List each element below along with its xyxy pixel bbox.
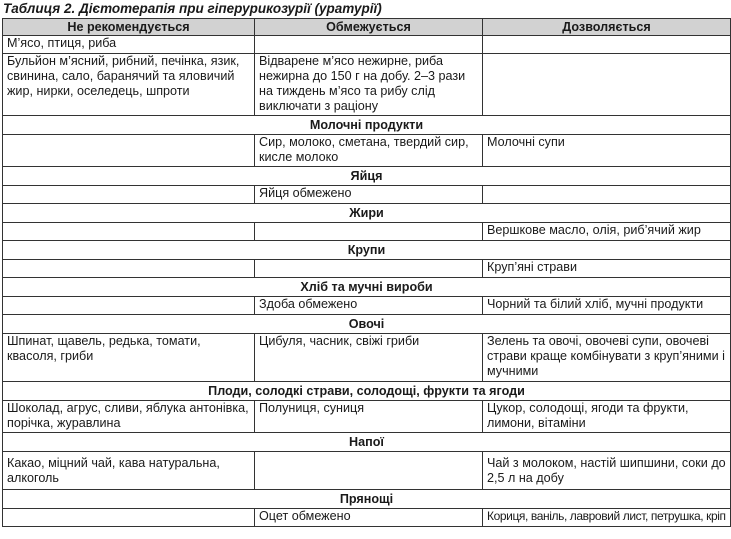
- section-row: [3, 490, 731, 509]
- cell-not-recommended: Шоколад, агрус, сливи, яблука антонівка, порічка, журавлина: [3, 401, 255, 433]
- table-header-row: [3, 19, 731, 36]
- section-label: Крупи: [3, 241, 731, 260]
- section-row: [3, 204, 731, 223]
- cell-allowed: Вершкове масло, олія, риб’ячий жир: [483, 223, 731, 241]
- diet-table: [2, 18, 731, 527]
- section-label: Яйця: [3, 167, 731, 186]
- section-row: [3, 382, 731, 401]
- cell-allowed: Молочні супи: [483, 135, 731, 167]
- cell-not-recommended: [3, 186, 255, 204]
- table-row: [3, 401, 731, 433]
- cell-limited: Яйця обмежено: [255, 186, 483, 204]
- cell-not-recommended: [3, 509, 255, 527]
- cell-not-recommended: Какао, міцний чай, кава натуральна, алкоголь: [3, 452, 255, 490]
- section-row: [3, 278, 731, 297]
- cell-not-recommended: [3, 297, 255, 315]
- section-row: [3, 315, 731, 334]
- cell-allowed: Чай з молоком, настій шипшини, соки до 2,5 л на добу: [483, 452, 731, 490]
- table-row: [3, 223, 731, 241]
- column-header-not-recommended: Не рекомендується: [3, 19, 255, 36]
- table-row: [3, 36, 731, 54]
- column-header-limited: Обмежується: [255, 19, 483, 36]
- cell-not-recommended: Бульйон м’ясний, рибний, печінка, язик, свинина, сало, баранячий та яловичий жир, нирки, оселедець, шпроти: [3, 54, 255, 116]
- cell-not-recommended: Шпинат, щавель, редька, томати, квасоля, гриби: [3, 334, 255, 382]
- cell-allowed: Чорний та білий хліб, мучні продукти: [483, 297, 731, 315]
- table-row: [3, 334, 731, 382]
- section-row: [3, 433, 731, 452]
- cell-not-recommended: [3, 223, 255, 241]
- cell-limited: Цибуля, часник, свіжі гриби: [255, 334, 483, 382]
- table-row: [3, 509, 731, 527]
- section-label: Жири: [3, 204, 731, 223]
- section-label: Прянощі: [3, 490, 731, 509]
- cell-limited: [255, 452, 483, 490]
- cell-allowed: [483, 36, 731, 54]
- table-title: Таблиця 2. Дієтотерапія при гіперурикозурії (уратурії): [3, 1, 382, 16]
- table-row: [3, 54, 731, 116]
- cell-limited: Здоба обмежено: [255, 297, 483, 315]
- table-row: [3, 186, 731, 204]
- cell-limited: Полуниця, суниця: [255, 401, 483, 433]
- cell-limited: [255, 223, 483, 241]
- section-row: [3, 167, 731, 186]
- cell-allowed: [483, 54, 731, 116]
- cell-allowed: Зелень та овочі, овочеві супи, овочеві страви краще комбінувати з круп’яними і мучними: [483, 334, 731, 382]
- cell-not-recommended: [3, 260, 255, 278]
- cell-allowed: [483, 186, 731, 204]
- cell-limited: Відварене м’ясо нежирне, риба нежирна до 150 г на добу. 2–3 рази на тиждень м’ясо та рибу слід виключати з раціону: [255, 54, 483, 116]
- table-row: [3, 452, 731, 490]
- cell-allowed: Цукор, солодощі, ягоди та фрукти, лимони, вітаміни: [483, 401, 731, 433]
- cell-limited: Сир, молоко, сметана, твердий сир, кисле молоко: [255, 135, 483, 167]
- cell-limited: [255, 36, 483, 54]
- section-row: [3, 116, 731, 135]
- cell-not-recommended: [3, 135, 255, 167]
- section-label: Хліб та мучні вироби: [3, 278, 731, 297]
- table-row: [3, 297, 731, 315]
- cell-not-recommended: М’ясо, птиця, риба: [3, 36, 255, 54]
- cell-allowed: Круп’яні страви: [483, 260, 731, 278]
- section-label: Молочні продукти: [3, 116, 731, 135]
- table-row: [3, 135, 731, 167]
- section-label: Плоди, солодкі страви, солодощі, фрукти та ягоди: [3, 382, 731, 401]
- section-row: [3, 241, 731, 260]
- section-label: Напої: [3, 433, 731, 452]
- cell-allowed: Кориця, ваніль, лавровий лист, петрушка, кріп: [483, 509, 731, 527]
- cell-limited: Оцет обмежено: [255, 509, 483, 527]
- table-row: [3, 260, 731, 278]
- cell-limited: [255, 260, 483, 278]
- column-header-allowed: Дозволяється: [483, 19, 731, 36]
- section-label: Овочі: [3, 315, 731, 334]
